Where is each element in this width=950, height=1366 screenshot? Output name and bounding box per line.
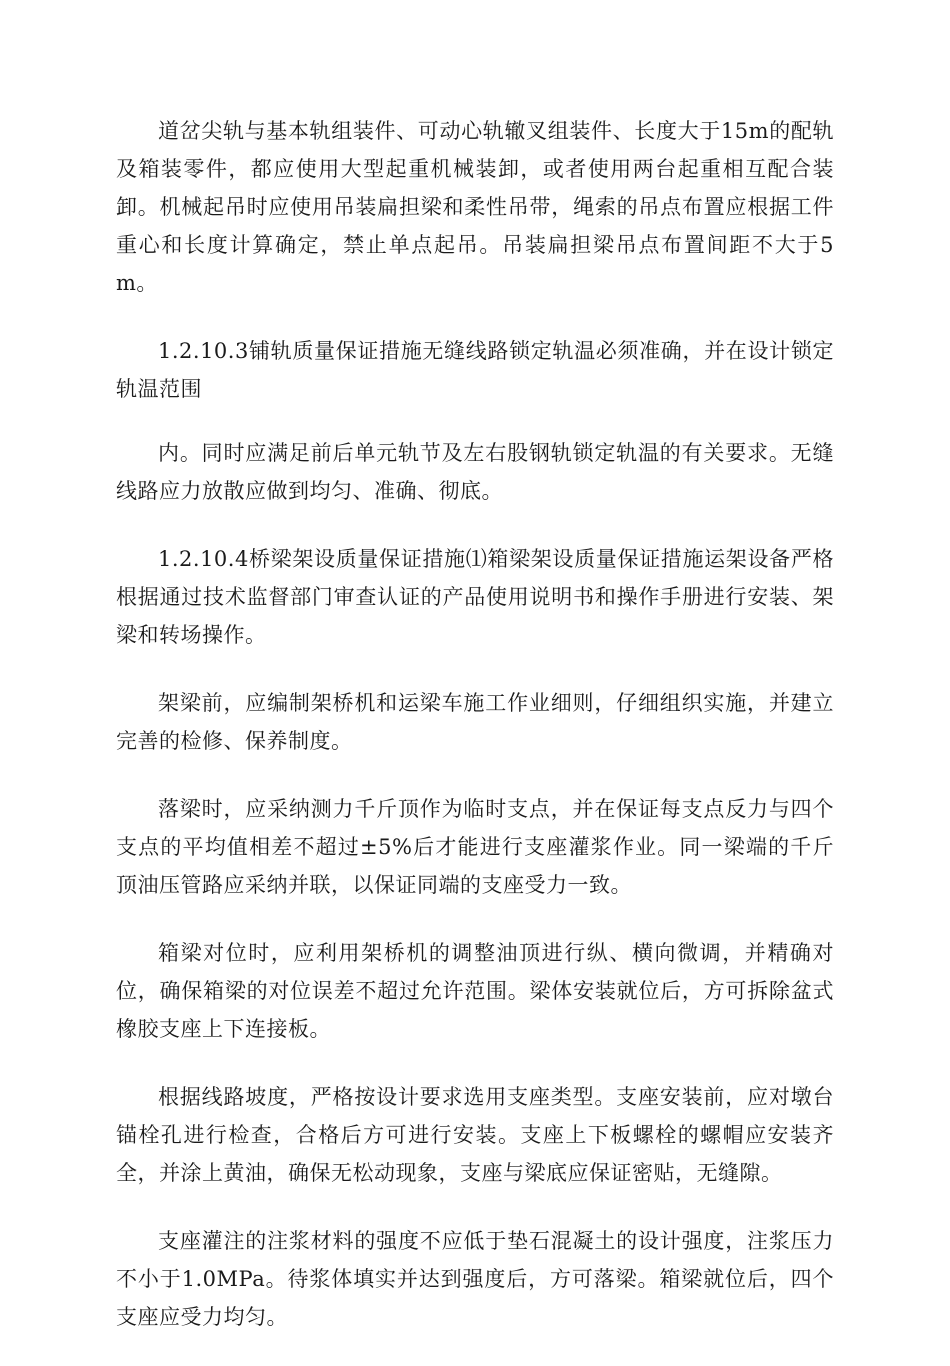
paragraph-rail-temperature: 内。同时应满足前后单元轨节及左右股钢轨锁定轨温的有关要求。无缝线路应力放散应做到均匀、准确、彻底。 (116, 441, 834, 503)
paragraph-beam-lowering: 落梁时，应采纳测力千斤顶作为临时支点，并在保证每支点反力与四个支点的平均值相差不超过±5%后才能进行支座灌浆作业。同一梁端的千斤顶油压管路应采纳并联，以保证同端的支座受力一致。 (116, 797, 834, 897)
paragraph-beam-alignment: 箱梁对位时，应利用架桥机的调整油顶进行纵、横向微调，并精确对位，确保箱梁的对位误差不超过允许范围。梁体安装就位后，方可拆除盆式橡胶支座上下连接板。 (116, 941, 834, 1041)
paragraph-turnout-handling: 道岔尖轨与基本轨组装件、可动心轨辙叉组装件、长度大于15m的配轨及箱装零件，都应使用大型起重机械装卸，或者使用两台起重相互配合装卸。机械起吊时应使用吊装扁担梁和柔性吊带，绳索的吊点布置应根据工件重心和长度计算确定，禁止单点起吊。吊装扁担梁吊点布置间距不大于5m。 (116, 119, 834, 295)
paragraph-bearing-selection: 根据线路坡度，严格按设计要求选用支座类型。支座安装前，应对墩台锚栓孔进行检查，合格后方可进行安装。支座上下板螺栓的螺帽应安装齐全，并涂上黄油，确保无松动现象，支座与梁底应保证密贴，无缝隙。 (116, 1085, 834, 1185)
paragraph-rail-laying-quality: 1.2.10.3铺轨质量保证措施无缝线路锁定轨温必须准确，并在设计锁定轨温范围 (116, 339, 834, 401)
document-body (116, 112, 834, 1366)
paragraph-grouting: 支座灌注的注浆材料的强度不应低于垫石混凝土的设计强度，注浆压力不小于1.0MPa。待浆体填实并达到强度后，方可落梁。箱梁就位后，四个支座应受力均匀。 (116, 1229, 834, 1329)
paragraph-bridge-erection-quality: 1.2.10.4桥梁架设质量保证措施⑴箱梁架设质量保证措施运架设备严格根据通过技术监督部门审查认证的产品使用说明书和操作手册进行安装、架梁和转场操作。 (116, 547, 834, 647)
paragraph-pre-erection: 架梁前，应编制架桥机和运梁车施工作业细则，仔细组织实施，并建立完善的检修、保养制度。 (116, 691, 834, 753)
